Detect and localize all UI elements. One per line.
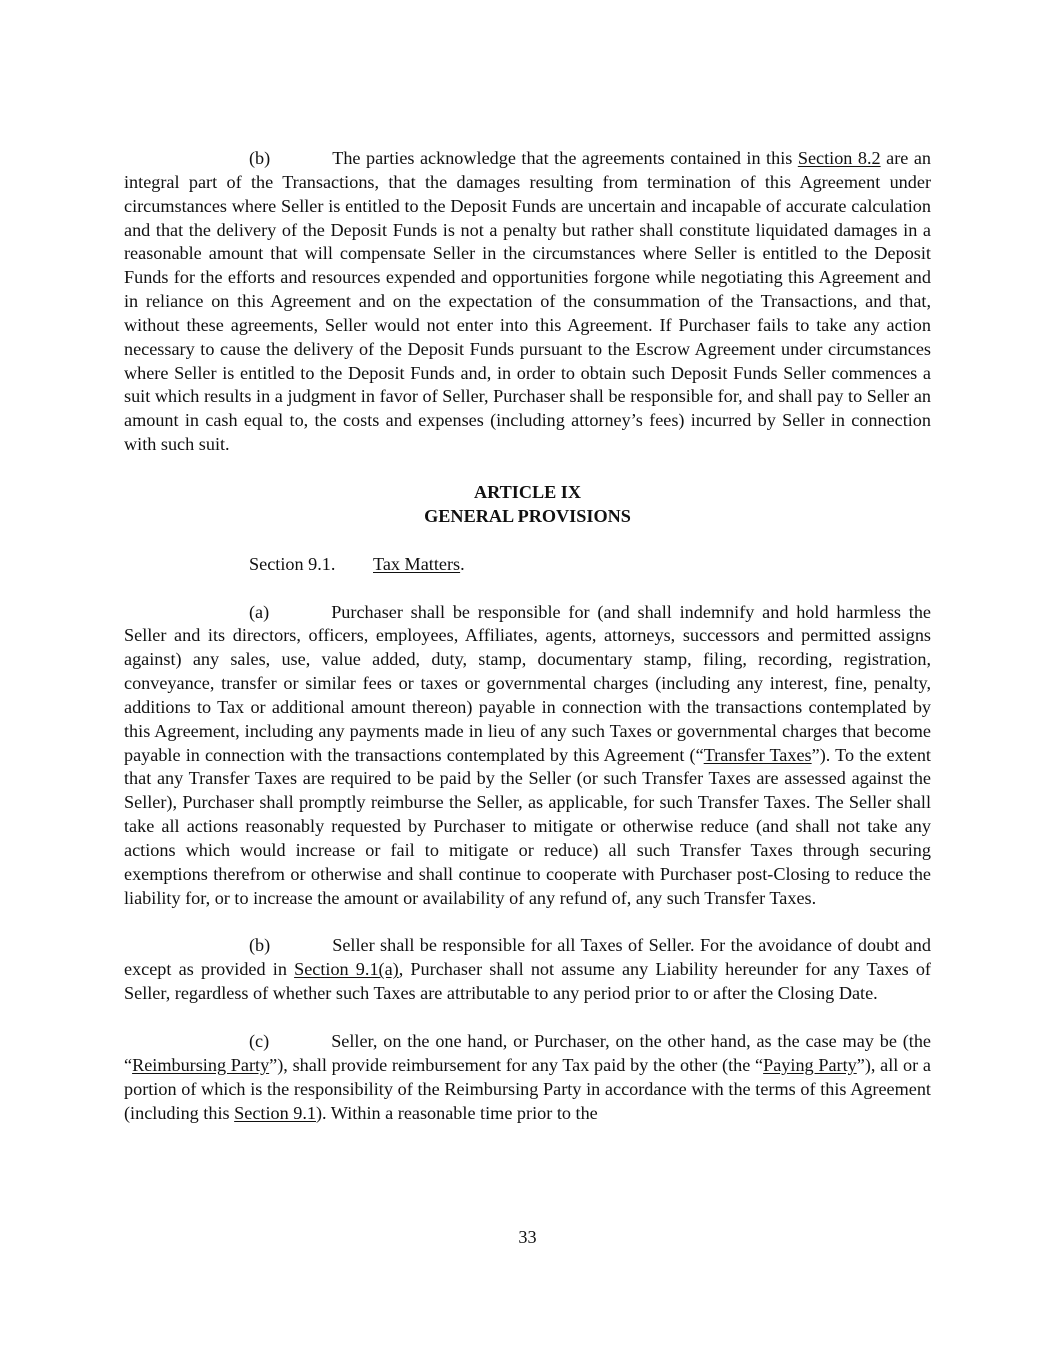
paragraph-b-seller-taxes [124, 934, 931, 1006]
paragraph-label: (c) [249, 1031, 270, 1051]
paragraph-label: (b) [249, 935, 271, 956]
paragraph-b-liquidated-damages [124, 147, 931, 457]
paragraph-a-transfer-taxes [124, 601, 931, 911]
section-title-suffix: . [460, 553, 465, 574]
paragraph-text: Purchaser shall be responsible for (and shall indemnify and hold harmless the Seller and its directors, officers, employees, Affiliates, agents, attorneys, successors and permitted assigns against) any sales, use, value added, duty, stamp, documentary stamp, filing, recording, registration, conveyance, transfer or similar fees or taxes or governmental charges (including any interest, fine, penalty, additions to Tax or additional amount thereon) payable in connection with the transactions contemplated by this Agreement, including any payments made in lieu of any such Taxes or governmental charges that become payable in connection with the transactions contemplated by this Agreement (“ [124, 601, 931, 765]
paragraph-text: are an integral part of the Transactions, that the damages resulting from termination of this Agreement under circumstances where Seller is entitled to the Deposit Funds are uncertain and incapable of accurate calculation and that the delivery of the Deposit Funds is not a penalty but rather shall constitute liquidated damages in a reasonable amount that will compensate Seller in the circumstances where Seller is entitled to the Deposit Funds for the efforts and resources expended and opportunities forgone while negotiating this Agreement and in reliance on this Agreement and on the expectation of the consummation of the Transactions, and that, without these agreements, Seller would not enter into this Agreement. If Purchaser fails to take any action necessary to cause the delivery of the Deposit Funds pursuant to the Escrow Agreement under circumstances where Seller is entitled to the Deposit Funds and, in order to obtain such Deposit Funds Seller commences a suit which results in a judgment in favor of Seller, Purchaser shall be responsible for, and shall pay to Seller an amount in cash equal to, the costs and expenses (including attorney’s fees) incurred by Seller in connection with such suit. [124, 148, 931, 455]
article-number: ARTICLE IX [474, 481, 581, 502]
paragraph-text: The parties acknowledge that the agreements contained in this [332, 148, 798, 168]
paragraph-text: ”). To the extent that any Transfer Taxes are required to be paid by the Seller (or such Transfer Taxes are assessed against the Seller), Purchaser shall promptly reimburse the Seller, as applicable, for such Transfer Taxes. The Seller shall take all actions reasonably requested by Purchaser to mitigate or otherwise reduce (and shall not take any actions which would increase or fail to mitigate or reduce) all such Transfer Taxes through securing exemptions therefrom or otherwise and shall continue to cooperate with Purchaser post-Closing to reduce the liability for, or to increase the amount or availability of any refund of, any such Transfer Taxes. [124, 744, 931, 908]
document-body [124, 147, 931, 1125]
paragraph-text: ”), all or a portion of which is the responsibility of the Reimbursing Party in accordance with the terms of this Agreement (including this [124, 1054, 931, 1123]
page-number: 33 [518, 1227, 537, 1247]
paragraph-text: Seller shall be responsible for all Taxes of Seller. For the avoidance of doubt and except as provided in [124, 935, 931, 980]
section-heading-9-1 [124, 553, 931, 577]
paragraph-text: ”), shall provide reimbursement for any Tax paid by the other (the “ [269, 1054, 764, 1075]
defined-term-paying-party: Paying Party [763, 1054, 857, 1075]
article-title: GENERAL PROVISIONS [424, 505, 631, 526]
paragraph-text: ). Within a reasonable time prior to the [315, 1102, 598, 1123]
paragraph-c-reimbursement [124, 1030, 931, 1125]
section-number: Section 9.1. [249, 553, 336, 574]
paragraph-label: (b) [249, 148, 271, 168]
section-reference-8-2: Section 8.2 [797, 148, 881, 168]
defined-term-reimbursing-party: Reimbursing Party [132, 1054, 270, 1075]
section-reference-9-1: Section 9.1 [234, 1102, 316, 1123]
paragraph-text: Seller, on the one hand, or Purchaser, on the other hand, as the case may be (the “ [124, 1031, 931, 1075]
paragraph-text: , Purchaser shall not assume any Liability hereunder for any Taxes of Seller, regardless of whether such Taxes are attributable to any period prior to or after the Closing Date. [124, 959, 931, 1004]
paragraph-label: (a) [249, 601, 270, 622]
section-reference-9-1-a: Section 9.1(a) [294, 959, 399, 980]
section-title: Tax Matters [373, 553, 461, 574]
defined-term-transfer-taxes: Transfer Taxes [703, 744, 812, 765]
